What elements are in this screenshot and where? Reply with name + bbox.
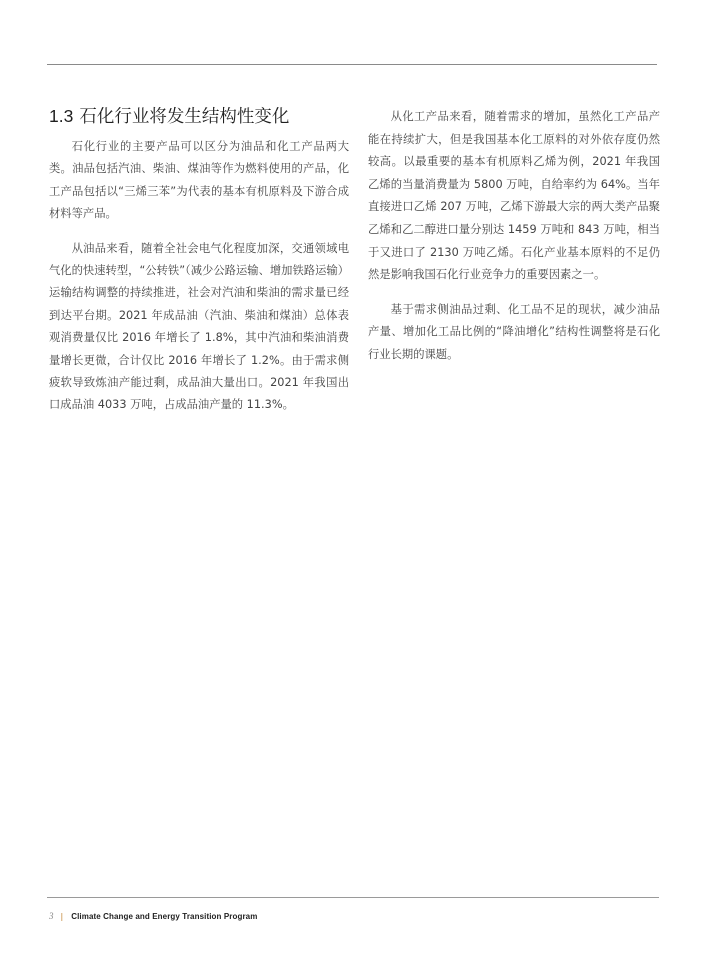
paragraph: 基于需求侧油品过剩、化工品不足的现状，减少油品产量、增加化工品比例的“降油增化”结构性调整将是石化行业长期的课题。 <box>368 302 660 361</box>
program-name: Climate Change and Energy Transition Program <box>71 912 258 921</box>
header-rule <box>47 64 657 65</box>
page-footer <box>49 909 257 923</box>
footer-rule <box>47 897 659 898</box>
paragraph: 从化工产品来看，随着需求的增加，虽然化工产品产能在持续扩大，但是我国基本化工原料的对外依存度仍然较高。以最重要的基本有机原料乙烯为例，2021 年我国乙烯的当量消费量为 5800 万吨，自给率约为 64%。当年直接进口乙烯 207 万吨，乙烯下游最大宗的两大类产品聚乙烯和乙二醇进口量分别达 1459 万吨和 843 万吨，相当于又进口了 2130 万吨乙烯。石化产业基本原料的不足仍然是影响我国石化行业竞争力的重要因素之一。 <box>368 110 660 282</box>
left-column <box>49 104 349 417</box>
page-number: 3 <box>49 911 54 921</box>
section-number: 1.3 <box>49 106 74 126</box>
footer-separator: | <box>60 912 64 921</box>
paragraph: 从油品来看，随着全社会电气化程度加深，交通领域电气化的快速转型，“公转铁”（减少公路运输、增加铁路运输）运输结构调整的持续推进，社会对汽油和柴油的需求量已经到达平台期。2021 年成品油（汽油、柴油和煤油）总体表观消费量仅比 2016 年增长了 1.8%，其中汽油和柴油消费量增长更微，合计仅比 2016 年增长了 1.2%。由于需求侧疲软导致炼油产能过剩，成品油大量出口。2021 年我国出口成品油 4033 万吨，占成品油产量的 11.3%。 <box>49 241 349 412</box>
section-heading <box>49 104 349 129</box>
section-title: 石化行业将发生结构性变化 <box>79 107 290 127</box>
paragraph: 石化行业的主要产品可以区分为油品和化工产品两大类。油品包括汽油、柴油、煤油等作为燃料使用的产品，化工产品包括以“三烯三苯”为代表的基本有机原料及下游合成材料等产品。 <box>49 140 349 221</box>
right-column <box>368 106 660 367</box>
